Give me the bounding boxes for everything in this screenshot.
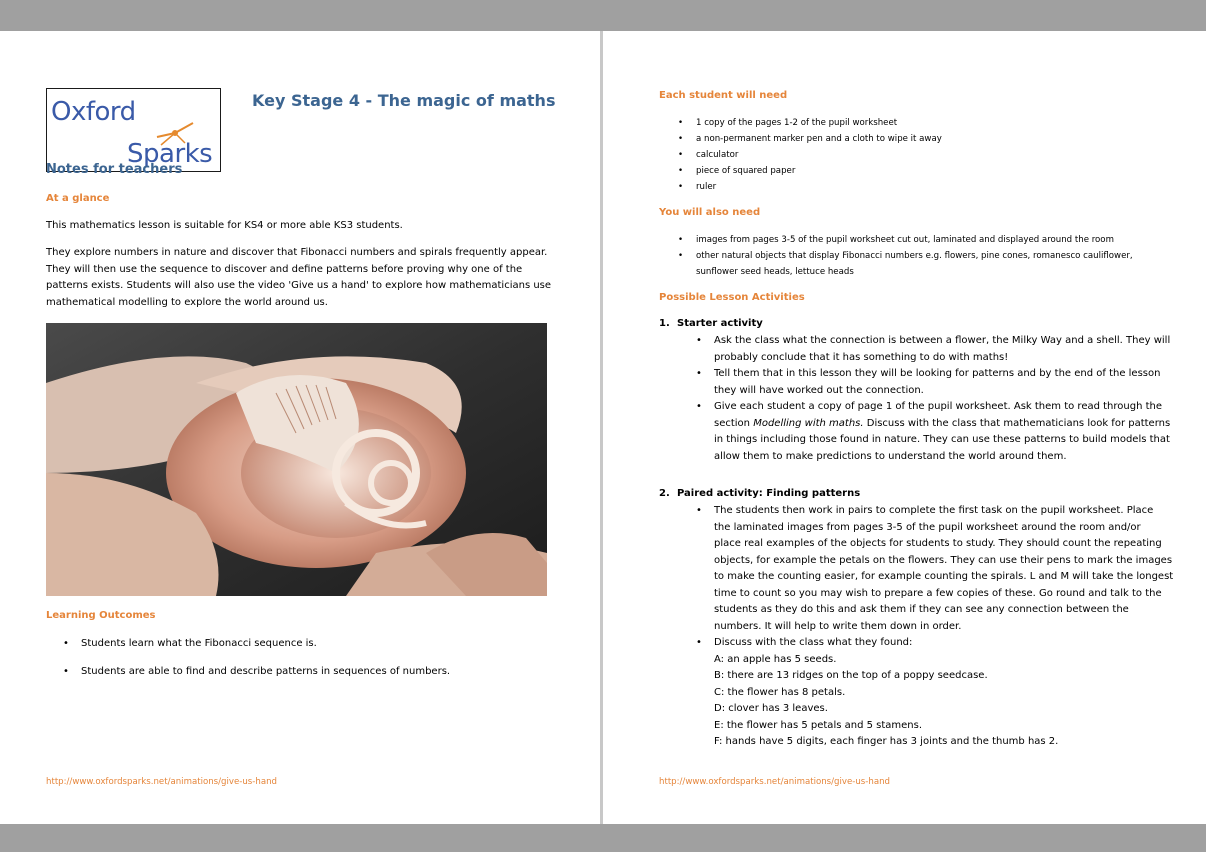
list-item-line xyxy=(714,416,1174,433)
footer-url[interactable]: http://www.oxfordsparks.net/animations/give-us-hand xyxy=(46,777,277,787)
list-item xyxy=(714,635,1184,751)
list-item-line: to make the counting easier, for example counting the spirals. L and M will take the longest xyxy=(714,571,1174,582)
list-item: • piece of squared paper xyxy=(696,163,1196,179)
list-item-line: in things including those found in nature. They can use these patterns to build models that xyxy=(714,434,1170,445)
list-item-text: sunflower seed heads, lettuce heads xyxy=(696,267,854,277)
also-need-list xyxy=(696,232,1196,280)
list-item-line: they will have worked out the connection. xyxy=(714,384,924,396)
list-item-line: • Discuss with the class what they found: xyxy=(714,637,913,648)
logo-text-oxford: Oxford xyxy=(51,97,136,127)
seashell-photo xyxy=(46,323,547,596)
page-title: Key Stage 4 - The magic of maths xyxy=(252,91,556,110)
activity-2-title: Paired activity: Finding patterns xyxy=(677,488,861,499)
oxford-sparks-logo xyxy=(46,88,221,172)
footer-url[interactable]: http://www.oxfordsparks.net/animations/give-us-hand xyxy=(659,777,890,787)
list-item: • Students learn what the Fibonacci sequence is. xyxy=(81,636,581,653)
list-item-line: allow them to make predictions to understand the world around them. xyxy=(714,450,1067,462)
list-item xyxy=(714,399,1174,465)
viewer-top-bar xyxy=(0,0,1206,31)
activity-2-number: 2. xyxy=(659,488,670,499)
overview-paragraph xyxy=(46,245,576,311)
list-item-line: • Tell them that in this lesson they will be looking for patterns and by the end of the lesson xyxy=(714,368,1161,379)
list-item: • Students are able to find and describe patterns in sequences of numbers. xyxy=(81,664,581,681)
activity-1-title: Starter activity xyxy=(677,318,763,329)
activity-1-number: 1. xyxy=(659,318,670,329)
list-item: • a non-permanent marker pen and a cloth to wipe it away xyxy=(696,131,1196,147)
list-item-line: A: an apple has 5 seeds. xyxy=(714,653,837,665)
list-item-line: D: clover has 3 leaves. xyxy=(714,703,828,714)
list-item xyxy=(714,366,1174,399)
list-item-line: B: there are 13 ridges on the top of a poppy seedcase. xyxy=(714,670,988,681)
list-item-text: Discuss with the class that mathematicians look for patterns xyxy=(863,417,1171,429)
list-item-line: probably conclude that it has something to do with maths! xyxy=(714,351,1009,363)
document-page-left xyxy=(0,31,600,824)
intro-text: This mathematics lesson is suitable for KS4 or more able KS3 students. xyxy=(46,220,403,231)
list-item-line: numbers. It will help to write them down in order. xyxy=(714,620,962,632)
overview-line: mathematical modelling to explore the world around us. xyxy=(46,296,328,308)
list-item-line: objects, for example the petals on the flowers. They can use their pens to mark the images xyxy=(714,554,1173,566)
list-item-line: C: the flower has 8 petals. xyxy=(714,686,846,698)
viewer-bottom-bar xyxy=(0,824,1206,852)
list-item-line: place real examples of the objects for students to study. They should count the repeating xyxy=(714,538,1162,549)
list-item-line: • The students then work in pairs to complete the first task on the pupil worksheet. Place xyxy=(714,505,1154,516)
list-item: • calculator xyxy=(696,147,1196,163)
each-student-heading: Each student will need xyxy=(659,90,788,101)
list-item-line: F: hands have 5 digits, each finger has 3 joints and the thumb has 2. xyxy=(714,736,1059,747)
notes-for-teachers-heading: Notes for teachers xyxy=(46,162,183,177)
list-item xyxy=(696,232,1196,248)
list-item-line: time to count so you may wish to prepare a few copies of these. Go round and talk to the xyxy=(714,587,1162,599)
seashell-image xyxy=(46,323,547,596)
also-need-heading: You will also need xyxy=(659,207,761,218)
list-item-text: • other natural objects that display Fibonacci numbers e.g. flowers, pine cones, romanesco cauliflower, xyxy=(696,251,1133,261)
activity-1-list xyxy=(714,333,1174,465)
activity-2-list xyxy=(714,503,1184,751)
list-item-text: section xyxy=(714,417,754,429)
list-item-line: E: the flower has 5 petals and 5 stamens. xyxy=(714,719,923,731)
learning-outcomes-heading: Learning Outcomes xyxy=(46,610,156,621)
list-item-line: the laminated images from pages 3-5 of the pupil worksheet around the room and/or xyxy=(714,521,1141,533)
logo-text-sparks: Sparks xyxy=(127,139,213,169)
list-item xyxy=(714,333,1174,366)
list-item xyxy=(714,503,1184,635)
at-a-glance-heading: At a glance xyxy=(46,193,110,204)
overview-line: They explore numbers in nature and discover that Fibonacci numbers and spirals frequently appear. xyxy=(46,247,548,258)
learning-outcomes-list xyxy=(81,636,581,680)
list-item-text: images from pages 3-5 of the pupil worksheet cut out, laminated and displayed around the room xyxy=(696,235,1114,245)
overview-line: They will then use the sequence to discover and define patterns before proving why one of the xyxy=(46,263,523,275)
worksheet-section-name: Modelling with maths. xyxy=(753,417,864,429)
list-item xyxy=(696,248,1196,280)
activities-heading: Possible Lesson Activities xyxy=(659,292,805,303)
list-item-line: • Ask the class what the connection is between a flower, the Milky Way and a shell. They will xyxy=(714,335,1171,346)
list-item: • 1 copy of the pages 1-2 of the pupil worksheet xyxy=(696,115,1196,131)
list-item: • ruler xyxy=(696,179,1196,195)
list-item-line: • Give each student a copy of page 1 of the pupil worksheet. Ask them to read through the xyxy=(714,401,1163,412)
list-item-line: students as they do this and ask them if they can see any connection between the xyxy=(714,604,1129,615)
document-page-right xyxy=(603,31,1206,824)
each-student-list xyxy=(696,115,1196,195)
overview-line: patterns exists. Students will also use the video 'Give us a hand' to explore how mathematicians use xyxy=(46,280,552,291)
